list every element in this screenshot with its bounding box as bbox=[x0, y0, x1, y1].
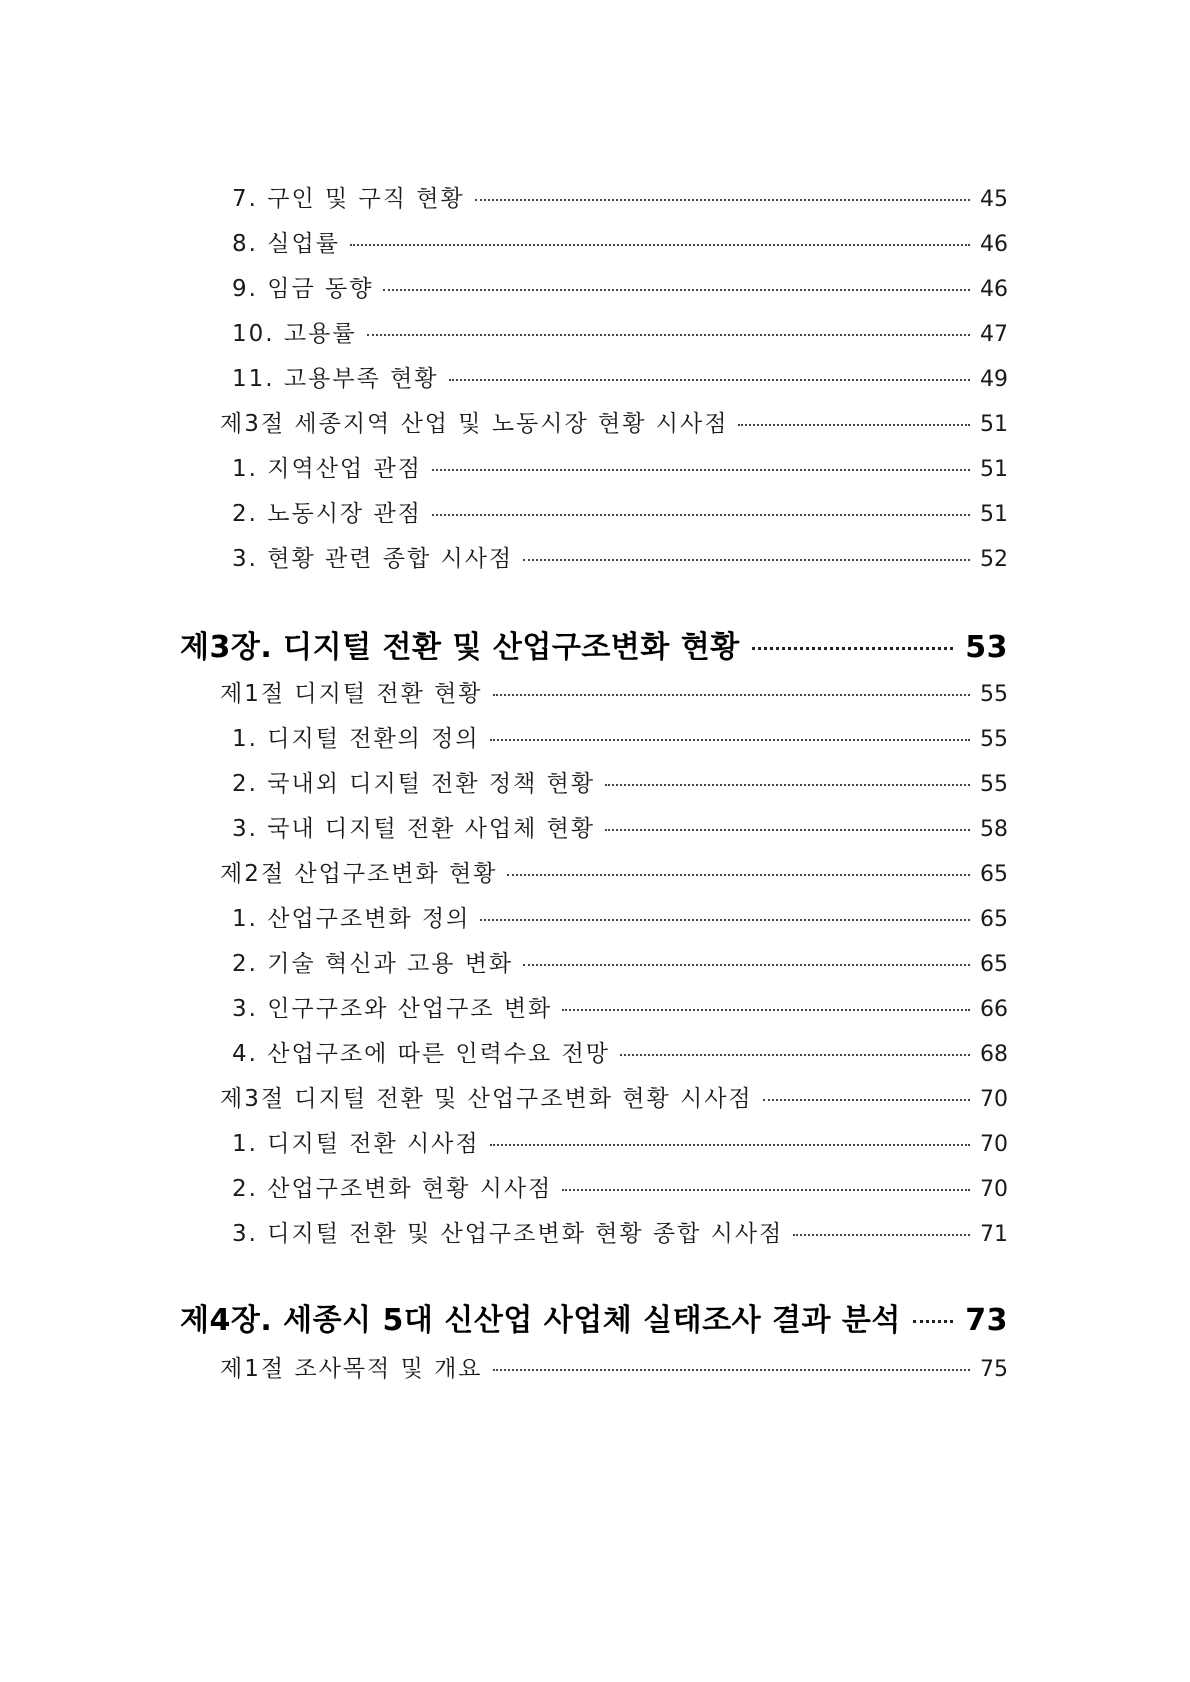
toc-title: 제1절 디지털 전환 현황 bbox=[220, 681, 483, 707]
toc-title: 7. 구인 및 구직 현황 bbox=[232, 186, 465, 212]
toc-page-number: 68 bbox=[980, 1042, 1008, 1067]
toc-title: 9. 임금 동향 bbox=[232, 276, 374, 302]
toc-item[interactable] bbox=[232, 810, 1008, 843]
toc-title: 3. 인구구조와 산업구조 변화 bbox=[232, 996, 553, 1022]
toc-item[interactable] bbox=[232, 900, 1008, 933]
toc-page-number: 65 bbox=[980, 952, 1008, 977]
toc-title: 3. 현황 관련 종합 시사점 bbox=[232, 546, 514, 572]
toc-title: 2. 기술 혁신과 고용 변화 bbox=[232, 951, 514, 977]
toc-chapter[interactable] bbox=[180, 622, 1008, 666]
toc-section[interactable] bbox=[220, 405, 1008, 438]
toc-page-number: 58 bbox=[980, 817, 1008, 842]
toc-section[interactable] bbox=[220, 1350, 1008, 1383]
toc-title: 2. 노동시장 관점 bbox=[232, 501, 422, 527]
toc-item[interactable] bbox=[232, 1215, 1008, 1248]
toc-page-number: 51 bbox=[980, 502, 1008, 527]
toc-title: 3. 디지털 전환 및 산업구조변화 현황 종합 시사점 bbox=[232, 1221, 784, 1247]
dot-leader bbox=[432, 469, 970, 471]
dot-leader bbox=[475, 199, 970, 201]
toc-page-number: 45 bbox=[980, 187, 1008, 212]
toc-item[interactable] bbox=[232, 720, 1008, 753]
toc-page-number: 55 bbox=[980, 682, 1008, 707]
toc-title: 제3절 디지털 전환 및 산업구조변화 현황 시사점 bbox=[220, 1086, 753, 1112]
toc-title: 8. 실업률 bbox=[232, 231, 340, 257]
dot-leader bbox=[793, 1234, 970, 1236]
dot-leader bbox=[383, 289, 970, 291]
toc-page-number: 70 bbox=[980, 1087, 1008, 1112]
toc-section[interactable] bbox=[220, 675, 1008, 708]
dot-leader bbox=[738, 424, 970, 426]
toc-page-number: 55 bbox=[980, 772, 1008, 797]
toc-page-number: 55 bbox=[980, 727, 1008, 752]
toc-item[interactable] bbox=[232, 990, 1008, 1023]
toc-item[interactable] bbox=[232, 945, 1008, 978]
dot-leader bbox=[432, 514, 970, 516]
toc-item[interactable] bbox=[232, 315, 1008, 348]
dot-leader bbox=[507, 874, 970, 876]
dot-leader bbox=[490, 1144, 970, 1146]
toc-item[interactable] bbox=[232, 765, 1008, 798]
toc-title: 2. 국내외 디지털 전환 정책 현황 bbox=[232, 771, 596, 797]
toc-page-number: 71 bbox=[980, 1222, 1008, 1247]
toc-item[interactable] bbox=[232, 495, 1008, 528]
dot-leader bbox=[562, 1009, 970, 1011]
toc-section[interactable] bbox=[220, 1080, 1008, 1113]
toc-item[interactable] bbox=[232, 1125, 1008, 1158]
toc-title: 제1절 조사목적 및 개요 bbox=[220, 1356, 483, 1382]
toc-page-number: 75 bbox=[980, 1357, 1008, 1382]
dot-leader bbox=[763, 1099, 970, 1101]
dot-leader bbox=[480, 919, 970, 921]
toc-page-number: 46 bbox=[980, 232, 1008, 257]
toc-page-number: 51 bbox=[980, 412, 1008, 437]
toc-section[interactable] bbox=[220, 855, 1008, 888]
toc-page-number: 70 bbox=[980, 1132, 1008, 1157]
toc-chapter[interactable] bbox=[180, 1295, 1008, 1339]
dot-leader bbox=[605, 829, 970, 831]
dot-leader bbox=[493, 694, 970, 696]
toc-title: 11. 고용부족 현황 bbox=[232, 366, 439, 392]
dot-leader bbox=[913, 1320, 953, 1323]
toc-page-number: 52 bbox=[980, 547, 1008, 572]
toc-title: 1. 디지털 전환의 정의 bbox=[232, 726, 480, 752]
toc-item[interactable] bbox=[232, 540, 1008, 573]
toc-title: 2. 산업구조변화 현황 시사점 bbox=[232, 1176, 553, 1202]
toc-item[interactable] bbox=[232, 225, 1008, 258]
toc-item[interactable] bbox=[232, 360, 1008, 393]
toc-page-number: 65 bbox=[980, 862, 1008, 887]
dot-leader bbox=[493, 1369, 970, 1371]
toc-page-number: 66 bbox=[980, 997, 1008, 1022]
dot-leader bbox=[367, 334, 970, 336]
dot-leader bbox=[490, 739, 970, 741]
toc-page-number: 65 bbox=[980, 907, 1008, 932]
toc-title: 제3절 세종지역 산업 및 노동시장 현황 시사점 bbox=[220, 411, 729, 437]
toc-item[interactable] bbox=[232, 180, 1008, 213]
toc-title: 10. 고용률 bbox=[232, 321, 357, 347]
dot-leader bbox=[752, 647, 954, 650]
chapter-title: 제4장. 세종시 5대 신산업 사업체 실태조사 결과 분석 bbox=[180, 1303, 901, 1338]
toc-item[interactable] bbox=[232, 1170, 1008, 1203]
toc-title: 1. 산업구조변화 정의 bbox=[232, 906, 471, 932]
toc-title: 1. 디지털 전환 시사점 bbox=[232, 1131, 480, 1157]
toc-item[interactable] bbox=[232, 1035, 1008, 1068]
toc-item[interactable] bbox=[232, 450, 1008, 483]
toc-page-number: 70 bbox=[980, 1177, 1008, 1202]
dot-leader bbox=[523, 964, 970, 966]
chapter-page-number: 53 bbox=[965, 630, 1008, 665]
dot-leader bbox=[605, 784, 970, 786]
toc-title: 제2절 산업구조변화 현황 bbox=[220, 861, 498, 887]
toc-page-number: 49 bbox=[980, 367, 1008, 392]
toc-title: 3. 국내 디지털 전환 사업체 현황 bbox=[232, 816, 596, 842]
chapter-title: 제3장. 디지털 전환 및 산업구조변화 현황 bbox=[180, 630, 740, 665]
toc-page-number: 47 bbox=[980, 322, 1008, 347]
dot-leader bbox=[523, 559, 970, 561]
chapter-page-number: 73 bbox=[965, 1303, 1008, 1338]
dot-leader bbox=[620, 1054, 970, 1056]
toc-page-number: 51 bbox=[980, 457, 1008, 482]
toc-title: 1. 지역산업 관점 bbox=[232, 456, 422, 482]
toc-title: 4. 산업구조에 따른 인력수요 전망 bbox=[232, 1041, 611, 1067]
dot-leader bbox=[562, 1189, 970, 1191]
dot-leader bbox=[350, 244, 970, 246]
toc-item[interactable] bbox=[232, 270, 1008, 303]
dot-leader bbox=[449, 379, 970, 381]
toc-page-number: 46 bbox=[980, 277, 1008, 302]
